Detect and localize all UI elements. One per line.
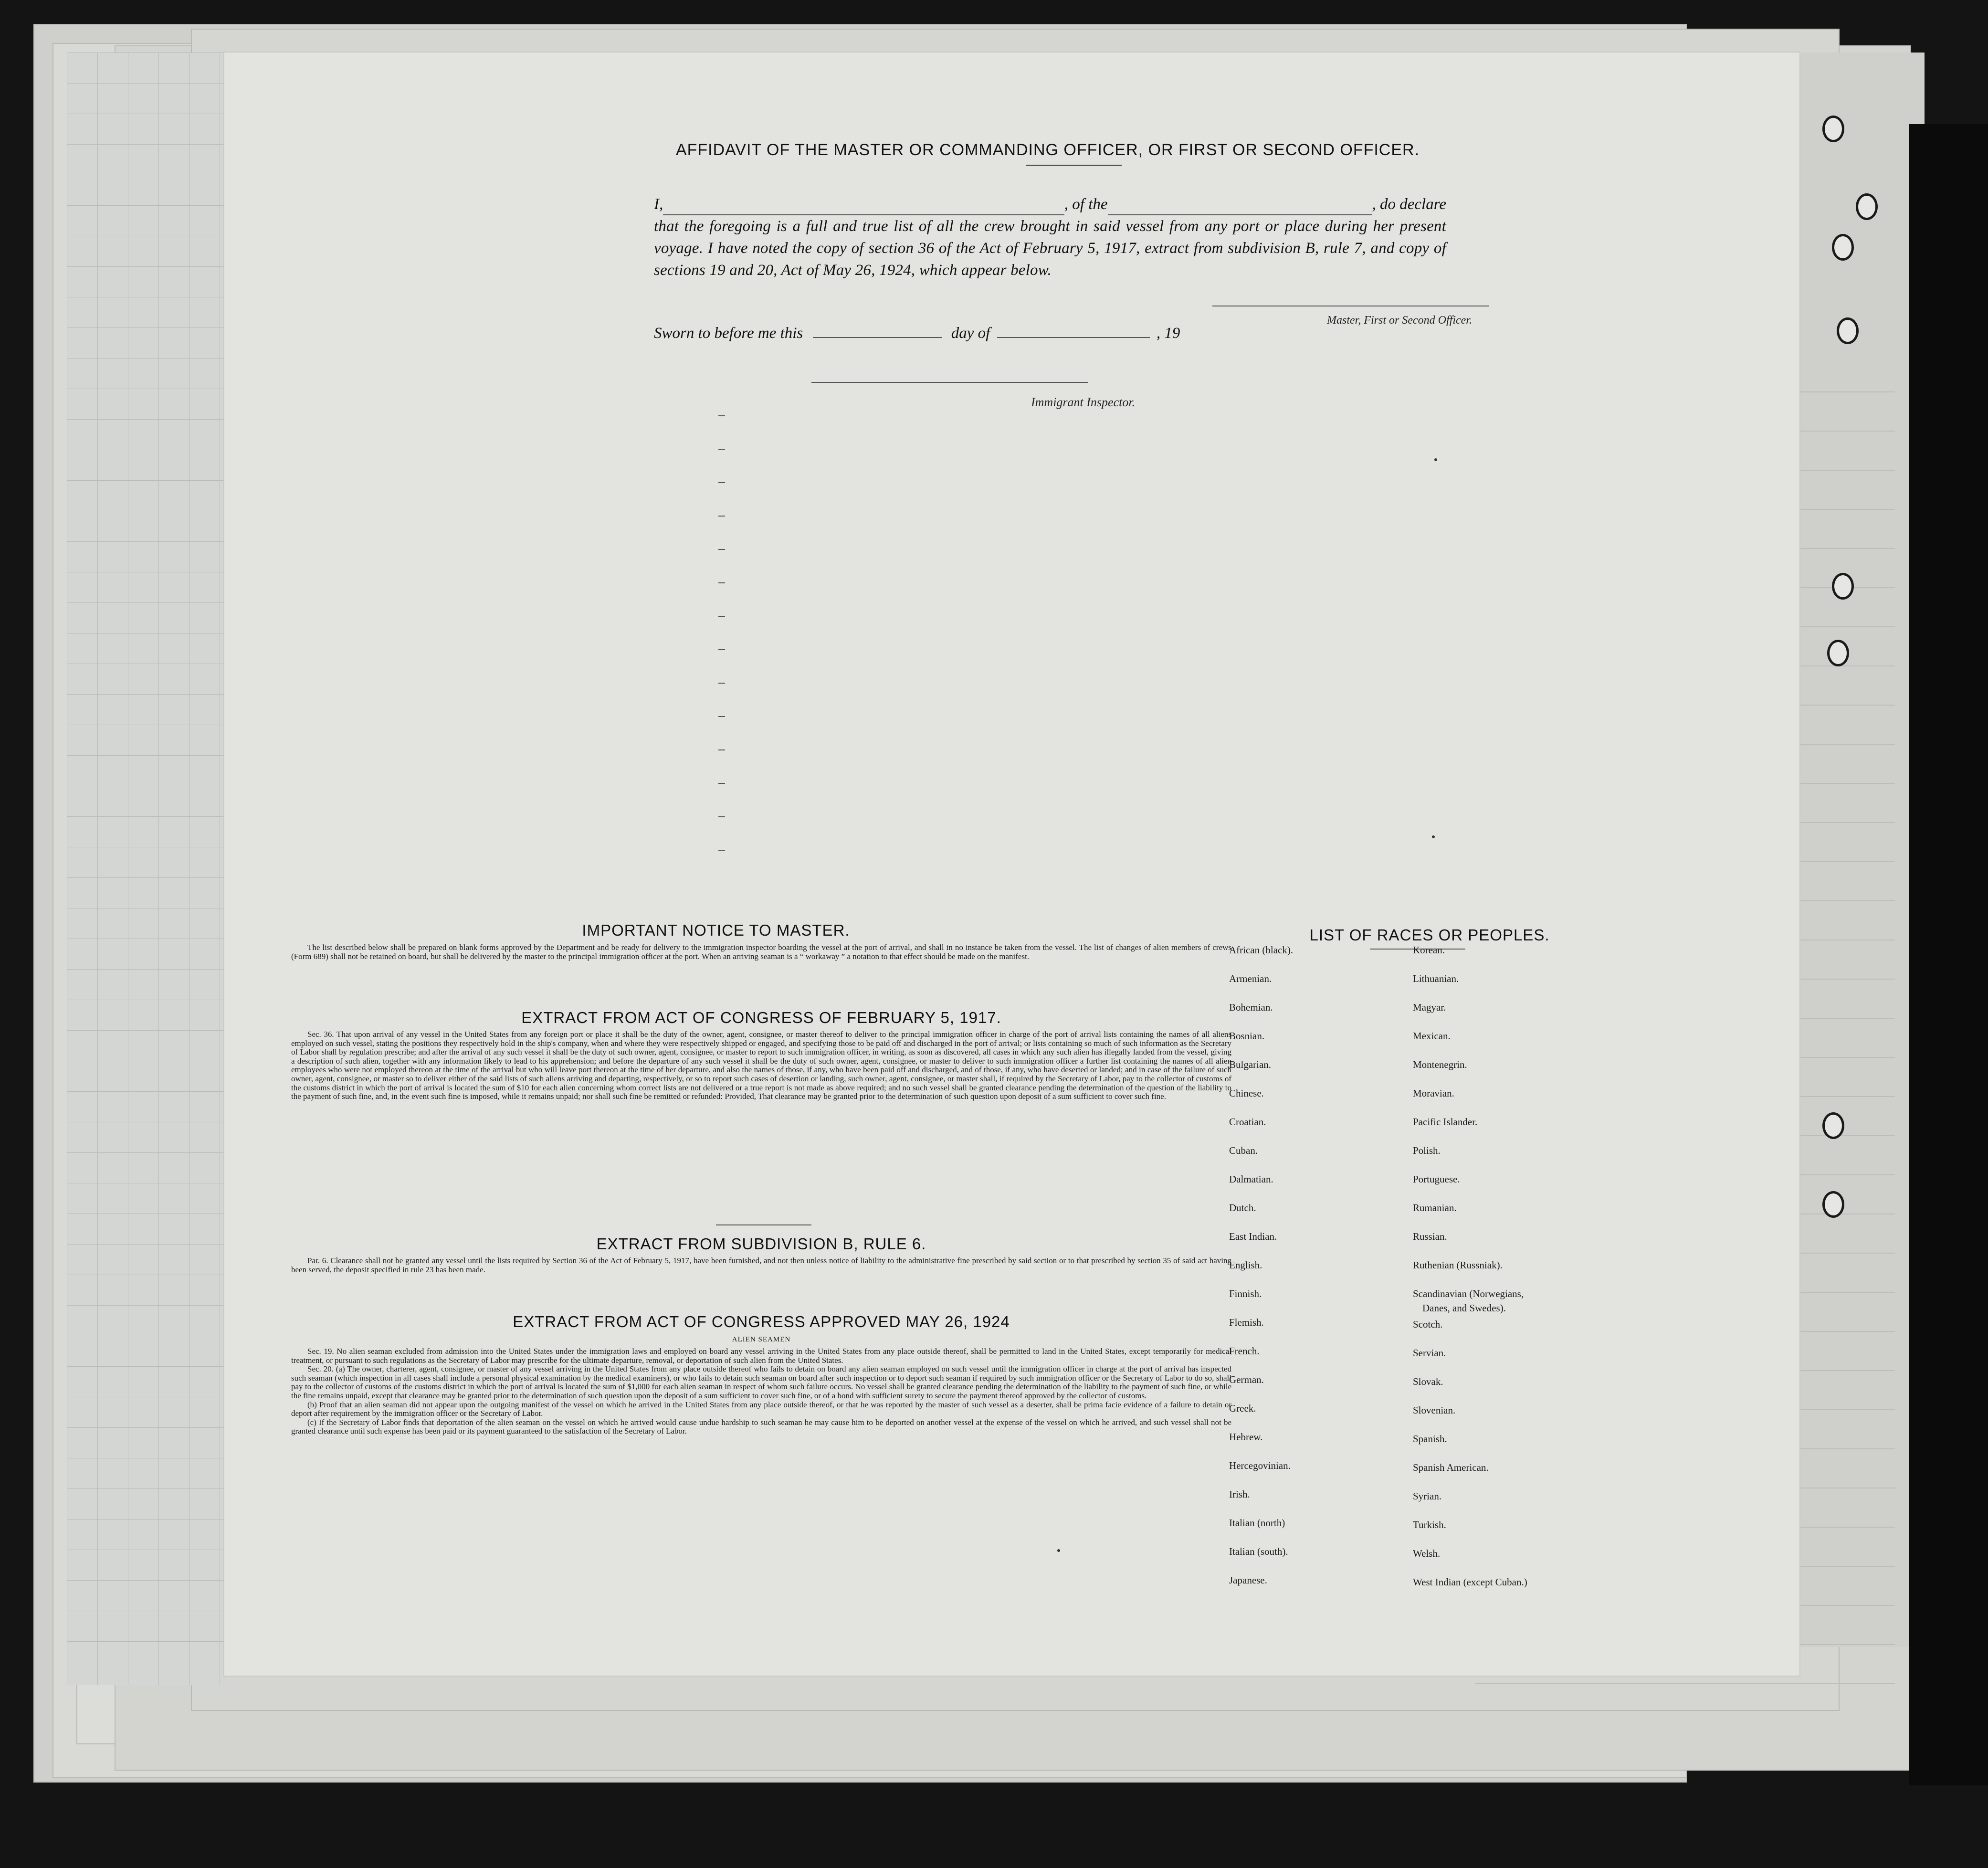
extract-rule6-text	[291, 1256, 1231, 1274]
binder-hole-icon	[1822, 116, 1844, 142]
declarant-prefix: I,	[654, 196, 663, 213]
race-item: Danes, and Swedes).	[1422, 1302, 1506, 1314]
race-item: Bohemian.	[1229, 1002, 1273, 1013]
race-item: Welsh.	[1413, 1548, 1441, 1559]
race-item: Spanish.	[1413, 1433, 1447, 1445]
affidavit-form-sheet	[224, 53, 1799, 1676]
extract-1917-title: EXTRACT FROM ACT OF CONGRESS OF FEBRUARY 5, 1917.	[521, 1009, 1001, 1026]
tick-mark	[718, 749, 725, 750]
inspector-signature-line[interactable]	[811, 382, 1088, 383]
race-item: Finnish.	[1229, 1288, 1262, 1299]
title-divider	[1026, 165, 1122, 166]
race-item: Ruthenian (Russniak).	[1413, 1259, 1503, 1271]
extract-1917-text	[291, 1030, 1231, 1101]
tick-mark	[718, 683, 725, 684]
master-signature-caption: Master, First or Second Officer.	[1327, 314, 1472, 327]
race-item: Scotch.	[1413, 1319, 1443, 1330]
extract-1924-text	[291, 1347, 1231, 1436]
race-item: Montenegrin.	[1413, 1059, 1467, 1070]
sworn-prefix: Sworn to before me this	[654, 325, 803, 342]
sworn-line	[654, 325, 1180, 342]
of-the-label: , of the	[1064, 196, 1108, 213]
race-item: West Indian (except Cuban.)	[1413, 1576, 1527, 1588]
extract-1924-title: EXTRACT FROM ACT OF CONGRESS APPROVED MAY 26, 1924	[513, 1313, 1010, 1330]
tick-mark	[718, 649, 725, 650]
race-item: Cuban.	[1229, 1145, 1258, 1156]
race-item: Magyar.	[1413, 1002, 1446, 1013]
race-item: English.	[1229, 1259, 1262, 1271]
sworn-day-of: day of	[951, 325, 990, 342]
race-item: Hercegovinian.	[1229, 1460, 1291, 1471]
race-item: Armenian.	[1229, 973, 1272, 984]
race-item: Scandinavian (Norwegians,	[1413, 1288, 1524, 1299]
race-item: Hebrew.	[1229, 1431, 1263, 1443]
tick-mark	[718, 716, 725, 717]
race-item: Syrian.	[1413, 1490, 1442, 1502]
race-item: Moravian.	[1413, 1087, 1454, 1099]
notice-text	[291, 943, 1231, 961]
race-item: Dutch.	[1229, 1202, 1256, 1214]
race-item: Chinese.	[1229, 1087, 1264, 1099]
race-item: German.	[1229, 1374, 1264, 1385]
tick-mark	[718, 415, 725, 416]
grid-paper-sheet	[67, 53, 229, 1685]
sworn-year: , 19	[1156, 325, 1180, 342]
section-20c-paragraph: (c) If the Secretary of Labor finds that deportation of the alien seaman on the vessel on which he arrived would cause undue hardship to such seaman he may cause him to be deported on another vessel at the expense of the vessel on which he arrived, and such vessel shall not be granted clearance until such expense has been paid or its payment guaranteed to the satisfaction of the Secretary of Labor.	[291, 1417, 1231, 1436]
declare-label: , do declare	[1372, 196, 1446, 213]
race-item: Slovenian.	[1413, 1404, 1456, 1416]
race-item: Rumanian.	[1413, 1202, 1457, 1214]
race-item: Servian.	[1413, 1347, 1446, 1359]
race-item: Flemish.	[1229, 1317, 1264, 1328]
sworn-month-field[interactable]	[997, 337, 1150, 338]
binder-hole-icon	[1837, 317, 1859, 344]
tick-mark	[718, 616, 725, 617]
declarant-name-field[interactable]	[663, 193, 1064, 215]
section-20a-paragraph: Sec. 20. (a) The owner, charterer, agent, consignee, or master of any vessel arriving in the United States from any place outside thereof who fails to detain on board any alien seaman employed on such vessel until the immigration officer in charge at the port of arrival has inspected such seaman (which inspection in all cases shall include a personal physical examination by the medical examiners), or who fails to detain such seaman on board after such inspection or to deport such seaman if required by such immigration officer or the Secretary of Labor to do so, shall pay to the collector of customs of the customs district in which the port of arrival is located the sum of $1,000 for each alien seaman in respect of whom such failure occurs. No vessel shall be granted clearance pending the determination of the liability to the payment of such fine, or while the fine remains unpaid, except that clearance may be granted prior to the determination of such question upon the deposit of a sum sufficient to cover such fine, or of a bond with sufficient surety to secure the payment thereof approved by the collector of customs.	[291, 1364, 1231, 1400]
race-item: Dalmatian.	[1229, 1173, 1273, 1185]
tick-mark	[718, 516, 725, 517]
ink-speck	[1057, 1549, 1060, 1552]
ink-speck	[1432, 835, 1435, 838]
race-item: Pacific Islander.	[1413, 1116, 1478, 1128]
race-item: Mexican.	[1413, 1030, 1451, 1042]
race-item: Irish.	[1229, 1488, 1250, 1500]
notice-title: IMPORTANT NOTICE TO MASTER.	[582, 921, 850, 939]
race-item: Japanese.	[1229, 1574, 1267, 1586]
inspector-caption: Immigrant Inspector.	[1031, 395, 1136, 409]
race-item: East Indian.	[1229, 1231, 1277, 1242]
sworn-day-field[interactable]	[813, 337, 942, 338]
race-item: Portuguese.	[1413, 1173, 1460, 1185]
race-item: Spanish American.	[1413, 1462, 1489, 1473]
section-20b-paragraph: (b) Proof that an alien seaman did not appear upon the outgoing manifest of the vessel on which he arrived in the United States from any place outside thereof, or that he was reported by the master of such vessel as a deserter, shall be prima facie evidence of a failure to detain or deport after requirement by the immigration officer or the Secretary of Labor.	[291, 1400, 1231, 1418]
race-item: Greek.	[1229, 1403, 1256, 1414]
tick-mark	[718, 449, 725, 450]
crew-row-rule	[1475, 1683, 1895, 1684]
notice-paragraph: The list described below shall be prepared on blank forms approved by the Department and be ready for delivery to the immigration inspector boarding the vessel at the port of arrival, and shall in no instance be taken from the vessel. The list of changes of alien members of crews (Form 689) shall not be retained on board, but shall be delivered by the master to the principal immigration officer at the port. When an arriving seaman is a “ workaway ” a notation to that effect should be made on the manifest.	[291, 943, 1231, 961]
race-item: Turkish.	[1413, 1519, 1446, 1530]
declarant-line	[654, 193, 1446, 215]
race-item: French.	[1229, 1345, 1260, 1357]
affidavit-title: AFFIDAVIT OF THE MASTER OR COMMANDING OFFICER, OR FIRST OR SECOND OFFICER.	[675, 141, 1420, 159]
binder-hole-icon	[1822, 1191, 1844, 1218]
section-36-paragraph: Sec. 36. That upon arrival of any vessel in the United States from any foreign port or place it shall be the duty of the owner, agent, consignee, or master thereof to deliver to the principal immigration officer in charge of the port of arrival lists containing the names of all aliens employed on such vessel, stating the positions they respectively hold in the ship's company, when and where they were respectively shipped or engaged, and specifying those to be paid off and discharged in the port of arrival; or lists containing so much of such information as the Secretary of Labor shall by regulation prescribe; and after the arrival of any such vessel it shall be the duty of such owner, agent, consignee, or master to report to such immigration officer, in writing, as soon as discovered, all cases in which any such alien has illegally landed from the vessel, giving a description of such alien, together with any information likely to lead to his apprehension; and before the departure of any such vessel it shall be the duty of such owner, agent, consignee, or master to deliver to such immigration officer a further list containing the names of all alien employees who were not employed thereon at the time of the arrival but who will leave port thereon at the time of her departure, and also the names of those, if any, who have been paid off and discharged, and of those, if any, who have deserted or landed; and in case of the failure of such owner, agent, consignee, or master so to deliver either of the said lists of such aliens arriving and departing, respectively, or so to report such cases of desertion or landing, such owner, agent, consignee, or master shall, if required by the Secretary of Labor, pay to the collector of customs of the customs district in which the port of arrival is located the sum of $10 for each alien concerning whom correct lists are not delivered or a true report is not made as above required; and no such vessel shall be granted clearance pending the determination of the question of the liability to the payment of such fine, and, in the event such fine is imposed, while it remains unpaid; nor shall such fine be remitted or refunded: Provided, That clearance may be granted prior to the determination of such question upon deposit of a sum sufficient to cover such fine.	[291, 1030, 1231, 1101]
race-item: Lithuanian.	[1413, 973, 1459, 984]
race-item: Italian (north)	[1229, 1517, 1285, 1529]
affidavit-statement	[654, 193, 1446, 281]
section-19-paragraph: Sec. 19. No alien seaman excluded from admission into the United States under the immigration laws and employed on board any vessel arriving in the United States from any place outside thereof, shall be permitted to land in the United States, except temporarily for medical treatment, or pursuant to such regulations as the Secretary of Labor may prescribe for the ultimate departure, removal, or deportation of such alien from the United States.	[291, 1347, 1231, 1365]
binder-hole-icon	[1856, 193, 1878, 220]
declaration-text: that the foregoing is a full and true list of all the crew brought in said vessel from any port or place during her present voyage. I have noted the copy of section 36 of the Act of February 5, 1917, extract from subdivision B, rule 7, and copy of sections 19 and 20, Act of May 26, 1924, which appear below.	[654, 218, 1446, 279]
race-item: Polish.	[1413, 1145, 1441, 1156]
binder-hole-icon	[1832, 573, 1854, 600]
divider	[716, 1224, 811, 1225]
tick-mark	[718, 582, 725, 583]
race-item: Russian.	[1413, 1231, 1447, 1242]
race-item: Croatian.	[1229, 1116, 1266, 1128]
races-title: LIST OF RACES OR PEOPLES.	[1309, 926, 1550, 944]
tick-mark	[718, 783, 725, 784]
dark-margin	[1909, 124, 1988, 1785]
tick-mark	[718, 816, 725, 817]
vessel-name-field[interactable]	[1108, 193, 1372, 215]
rule6-paragraph: Par. 6. Clearance shall not be granted any vessel until the lists required by Section 36 of the Act of February 5, 1917, have been furnished, and not then unless notice of liability to the administrative fine prescribed by said section or to that prescribed by section 35 of said act having been served, the deposit specified in rule 23 has been made.	[291, 1256, 1231, 1274]
alien-seamen-subtitle: ALIEN SEAMEN	[732, 1336, 791, 1343]
tick-mark	[718, 850, 725, 851]
binder-hole-icon	[1822, 1112, 1844, 1139]
race-item: Korean.	[1413, 944, 1445, 956]
race-item: Italian (south).	[1229, 1546, 1288, 1557]
extract-rule6-title: EXTRACT FROM SUBDIVISION B, RULE 6.	[596, 1235, 926, 1253]
tick-mark	[718, 549, 725, 550]
race-item: African (black).	[1229, 944, 1294, 956]
tick-mark	[718, 482, 725, 483]
race-item: Bosnian.	[1229, 1030, 1265, 1042]
race-item: Slovak.	[1413, 1376, 1443, 1387]
binder-hole-icon	[1827, 640, 1849, 666]
race-item: Bulgarian.	[1229, 1059, 1272, 1070]
binder-hole-icon	[1832, 234, 1854, 261]
ink-speck	[1434, 458, 1437, 461]
